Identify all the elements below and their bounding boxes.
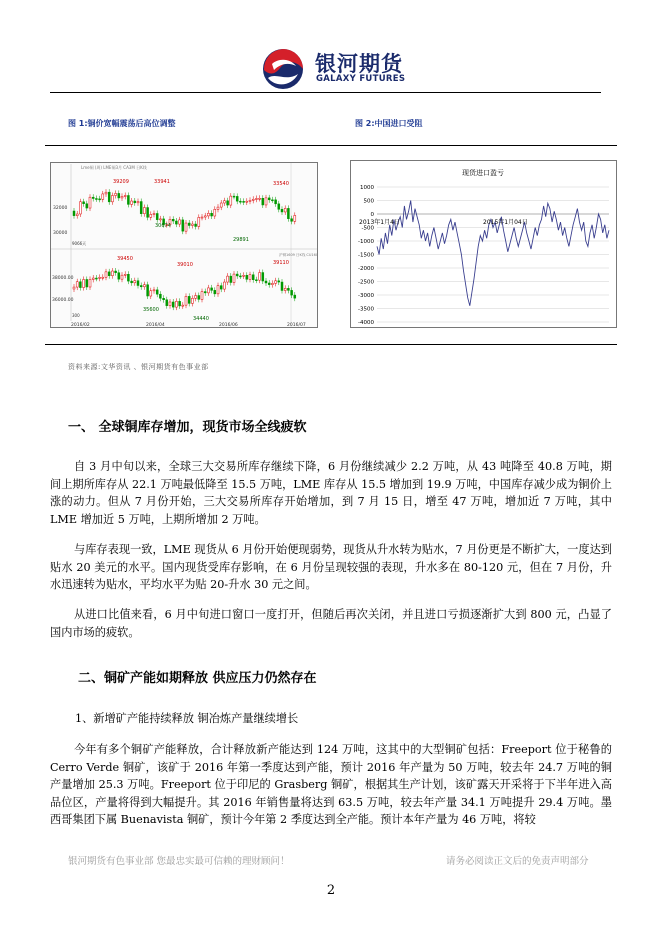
candle-body <box>153 290 155 291</box>
footer-disclaimer-text: 请务必阅读正文后的免责声明部分 <box>446 856 589 867</box>
candle-body <box>102 277 104 278</box>
y-tick-label: -2500 <box>358 279 374 286</box>
candle-body <box>131 201 133 204</box>
candle-body <box>191 298 193 303</box>
candle-body <box>156 290 158 294</box>
figure-top-rule <box>45 145 617 146</box>
candle-body <box>79 202 81 214</box>
annotation-2013: 2013年1月4日 <box>359 219 400 226</box>
y-tick-label: -1000 <box>358 239 374 245</box>
candle-body <box>188 296 190 303</box>
section-1-paragraph-1: 自 3 月中旬以来，全球三大交易所库存继续下降，6 月份继续减少 2.2 万吨，从 43 吨降至 40.8 万吨，期间上期所库存从 22.1 万吨最低降至 15.5 万吨，LME 库存从 15.5 增加到 19.9 万吨，中国库存减少成为铜价上涨的动力。但从 7 月份开始，三大交易所库存开始增加，到 7 月 15 日，增至 47 万吨，增加近 7 万吨，其中 LME 增加近 5 万吨，上期所增加 2 万吨。 <box>50 460 612 526</box>
section-1-paragraph-3: 从进口比值来看，6 月中旬进口窗口一度打开，但随后再次关闭，并且进口亏损逐渐扩大到 800 元，凸显了国内市场的疲软。 <box>50 608 612 639</box>
candle-body <box>105 272 107 277</box>
candle-body <box>214 290 216 294</box>
bottom-price-label-5: 34440 <box>193 316 209 322</box>
bottom-price-label-3: 39110 <box>273 260 289 266</box>
y-tick-label: -3500 <box>358 306 374 313</box>
section-1-paragraph-2: 与库存表现一致，LME 现货从 6 月份开始便现弱势，现货从升水转为贴水，7 月份更是不断扩大，一度达到贴水 20 美元的水平。国内现货受库存影响，在 6 月份呈现较强的表现，升水多在 80-120 元，但在 7 月份，升水迅速转为贴水，平均水平为贴 20-升水 30 元之间。 <box>50 543 612 592</box>
figure-source: 资料来源:文华资讯 、银河期货有色事业部 <box>68 363 209 371</box>
figure-2-chart <box>350 160 617 328</box>
logo-english-text: GALAXY FUTURES <box>316 74 406 84</box>
candle-body <box>95 278 97 279</box>
logo-chinese-text: 银河期货 <box>315 52 403 76</box>
section-2-subtitle: 1、新增矿产能持续释放 铜冶炼产量继续增长 <box>75 712 299 725</box>
candle-body <box>291 219 293 222</box>
candle-body <box>262 273 264 281</box>
candle-body <box>201 217 203 218</box>
figure-2-label: 图 2:中国进口受阻 <box>355 119 423 128</box>
candle-body <box>214 209 216 216</box>
y-tick-label: -3000 <box>358 293 374 299</box>
candle-body <box>115 193 117 195</box>
candle-body <box>198 217 200 226</box>
candle-body <box>83 279 85 287</box>
candle-body <box>153 213 155 214</box>
candle-body <box>223 282 225 289</box>
candle-body <box>227 276 229 282</box>
candle-body <box>230 276 232 282</box>
candle-body <box>89 279 91 287</box>
candle-body <box>127 195 129 204</box>
candle-body <box>83 202 85 204</box>
candle-body <box>99 199 101 200</box>
candle-body <box>233 196 235 197</box>
y-tick-label: -4000 <box>358 320 374 326</box>
candle-body <box>262 198 264 205</box>
candle-body <box>185 296 187 305</box>
candle-body <box>252 199 254 200</box>
candle-body <box>294 295 296 298</box>
candle-body <box>259 198 261 199</box>
candle-body <box>143 208 145 214</box>
top-price-label-2: 33941 <box>154 179 170 185</box>
candle-body <box>134 281 136 283</box>
candle-body <box>287 208 289 218</box>
footer-left-text: 银河期货有色事业部 您最忠实最可信赖的理财顾问！ <box>68 856 290 867</box>
candle-body <box>156 213 158 219</box>
candle-body <box>281 282 283 290</box>
candle-body <box>243 275 245 276</box>
y-tick-label: 500 <box>363 198 374 205</box>
candle-body <box>185 223 187 231</box>
candle-body <box>236 196 238 201</box>
galaxy-logo-icon <box>262 48 304 90</box>
header-rule <box>50 92 601 93</box>
candle-body <box>182 220 184 231</box>
candle-body <box>137 281 139 286</box>
candle-body <box>246 201 248 202</box>
candle-body <box>108 272 110 276</box>
left-axis-small: 9066天 <box>72 241 87 246</box>
candle-body <box>169 302 171 306</box>
candle-body <box>179 220 181 224</box>
candle-body <box>179 301 181 306</box>
candle-body <box>265 281 267 283</box>
candle-body <box>76 282 78 287</box>
candle-body <box>294 215 296 221</box>
date-tick-2: 2016/04 <box>146 323 165 327</box>
candle-body <box>195 296 197 299</box>
candle-body <box>159 294 161 298</box>
y-tick-label: -1500 <box>358 252 374 259</box>
candle-body <box>204 292 206 293</box>
candle-body <box>201 292 203 300</box>
candle-body <box>76 214 78 216</box>
candle-body <box>111 196 113 202</box>
candle-body <box>211 213 213 216</box>
candle-body <box>140 286 142 287</box>
candle-body <box>223 201 225 203</box>
candle-body <box>246 275 248 279</box>
candle-body <box>268 283 270 285</box>
candle-body <box>271 283 273 284</box>
candle-body <box>249 275 251 280</box>
candle-body <box>147 208 149 218</box>
candle-body <box>159 219 161 220</box>
left-axis-bottom-1: 38000.00 <box>52 276 74 281</box>
candle-body <box>195 224 197 226</box>
candle-body <box>118 193 120 198</box>
candle-body <box>259 273 261 281</box>
candle-body <box>79 282 81 288</box>
date-tick-4: 2016/07 <box>287 323 306 327</box>
figure-bottom-rule <box>45 344 617 345</box>
svg-text:沪铜1609 日K线 CU1609: 沪铜1609 日K线 CU1609 <box>279 253 317 257</box>
candle-body <box>163 298 165 299</box>
candle-body <box>281 209 283 212</box>
bottom-left-small: 300 <box>72 313 80 318</box>
candle-body <box>134 201 136 203</box>
section-2-paragraph-1: 今年有多个铜矿产能释放，合计释放新产能达到 124 万吨，这其中的大型铜矿包括：Freeport 位于秘鲁的 Cerro Verde 铜矿，该矿于 2016 年第一季度达到产能，预计 2016 年产量为 50 万吨，较去年 24.7 万吨的铜产量增加 25.3 万吨。Freeport 位于印尼的 Grasberg 铜矿，根据其生产计划，该矿露天开采将于下半年进入高品位区，产量将得到大幅提升。其 2016 年销售量将达到 63.5 万吨，较去年产量 34.1 万吨提升 29.4 万吨。墨西哥集团下属 Buenavista 铜矿，预计今年第 2 季度达到全产能。预计本年产量为 46 万吨，将较 <box>50 743 612 827</box>
candle-body <box>86 279 88 287</box>
candle-body <box>239 201 241 202</box>
candle-body <box>73 211 75 216</box>
candle-body <box>275 200 277 204</box>
y-tick-label: -500 <box>361 225 374 232</box>
top-price-label-3: 33540 <box>273 181 289 187</box>
candle-body <box>236 274 238 276</box>
top-price-label-5: 29891 <box>233 237 249 243</box>
candle-body <box>95 199 97 200</box>
candle-body <box>255 280 257 281</box>
candle-body <box>105 192 107 194</box>
candle-body <box>92 197 94 198</box>
figure-1-label: 图 1:铜价宽幅震荡后高位调整 <box>68 119 176 128</box>
candle-body <box>147 285 149 296</box>
candle-body <box>252 275 254 280</box>
candle-body <box>118 273 120 279</box>
candle-body <box>233 274 235 282</box>
candle-body <box>131 281 133 283</box>
date-tick-3: 2016/06 <box>219 323 238 327</box>
candle-body <box>99 277 101 278</box>
candle-body <box>243 201 245 202</box>
candle-body <box>271 200 273 201</box>
candle-body <box>265 198 267 205</box>
candle-body <box>172 219 174 221</box>
candle-body <box>137 202 139 203</box>
candle-body <box>108 192 110 202</box>
candle-body <box>175 301 177 307</box>
candle-body <box>121 275 123 279</box>
date-tick-1: 2016/02 <box>71 323 90 327</box>
candle-body <box>230 196 232 205</box>
candle-body <box>198 296 200 300</box>
candle-body <box>150 214 152 217</box>
candle-body <box>175 221 177 224</box>
top-price-label-4: 30674 <box>155 223 171 229</box>
candle-body <box>207 213 209 216</box>
bottom-price-label-2: 39010 <box>177 262 193 268</box>
candle-body <box>89 197 91 208</box>
left-axis-top-1: 32000 <box>53 206 68 211</box>
annotation-2015: 2015年1月04日 <box>483 219 528 226</box>
candle-body <box>86 204 88 208</box>
candle-body <box>73 287 75 289</box>
candle-body <box>207 288 209 293</box>
candle-body <box>166 300 168 306</box>
candle-body <box>278 204 280 209</box>
candle-body <box>239 276 241 277</box>
candle-body <box>220 286 222 289</box>
candle-body <box>291 290 293 295</box>
bottom-price-label-1: 39450 <box>117 256 133 262</box>
candle-body <box>172 302 174 307</box>
candle-body <box>111 271 113 276</box>
candle-body <box>275 281 277 284</box>
candle-body <box>127 274 129 281</box>
candle-body <box>284 288 286 290</box>
candle-body <box>249 200 251 201</box>
candle-body <box>255 198 257 199</box>
section-1-title: 一、 全球铜库存增加，现货市场全线疲软 <box>68 420 307 435</box>
candle-body <box>191 224 193 225</box>
candle-body <box>220 203 222 207</box>
y-tick-label: -2000 <box>358 266 374 272</box>
candlestick-chart <box>51 163 317 327</box>
candle-body <box>287 288 289 290</box>
bottom-price-label-4: 35600 <box>143 307 159 313</box>
candle-body <box>268 198 270 200</box>
top-price-label-1: 39209 <box>113 179 129 185</box>
candle-body <box>227 201 229 205</box>
candle-body <box>217 286 219 294</box>
figure-1-chart <box>50 162 318 328</box>
candle-body <box>124 195 126 196</box>
chart-title: 现货进口盈亏 <box>462 169 504 177</box>
candle-body <box>284 208 286 212</box>
candle-body <box>182 305 184 306</box>
left-axis-top-2: 30000 <box>53 231 68 236</box>
candle-body <box>204 216 206 217</box>
candle-body <box>121 196 123 198</box>
y-tick-label: 0 <box>370 212 374 218</box>
candle-body <box>211 288 213 290</box>
left-axis-bottom-2: 36000.00 <box>52 298 74 303</box>
candle-body <box>188 223 190 225</box>
candle-body <box>278 281 280 282</box>
candle-body <box>115 271 117 273</box>
y-tick-label: 1000 <box>360 185 374 191</box>
svg-text:Lme铜 (周) LME铜3月 CA3M 日K线: Lme铜 (周) LME铜3月 CA3M 日K线 <box>81 165 147 170</box>
candle-body <box>92 278 94 279</box>
page-number: 2 <box>326 883 336 898</box>
candle-body <box>102 194 104 199</box>
series-line-import-profit <box>377 201 609 306</box>
candle-body <box>143 285 145 287</box>
section-2-title: 二、铜矿产能如期释放 供应压力仍然存在 <box>78 671 317 686</box>
candle-body <box>124 274 126 275</box>
candle-body <box>217 207 219 209</box>
import-profit-line-chart <box>351 161 616 327</box>
candle-body <box>140 202 142 214</box>
candle-body <box>150 291 152 296</box>
